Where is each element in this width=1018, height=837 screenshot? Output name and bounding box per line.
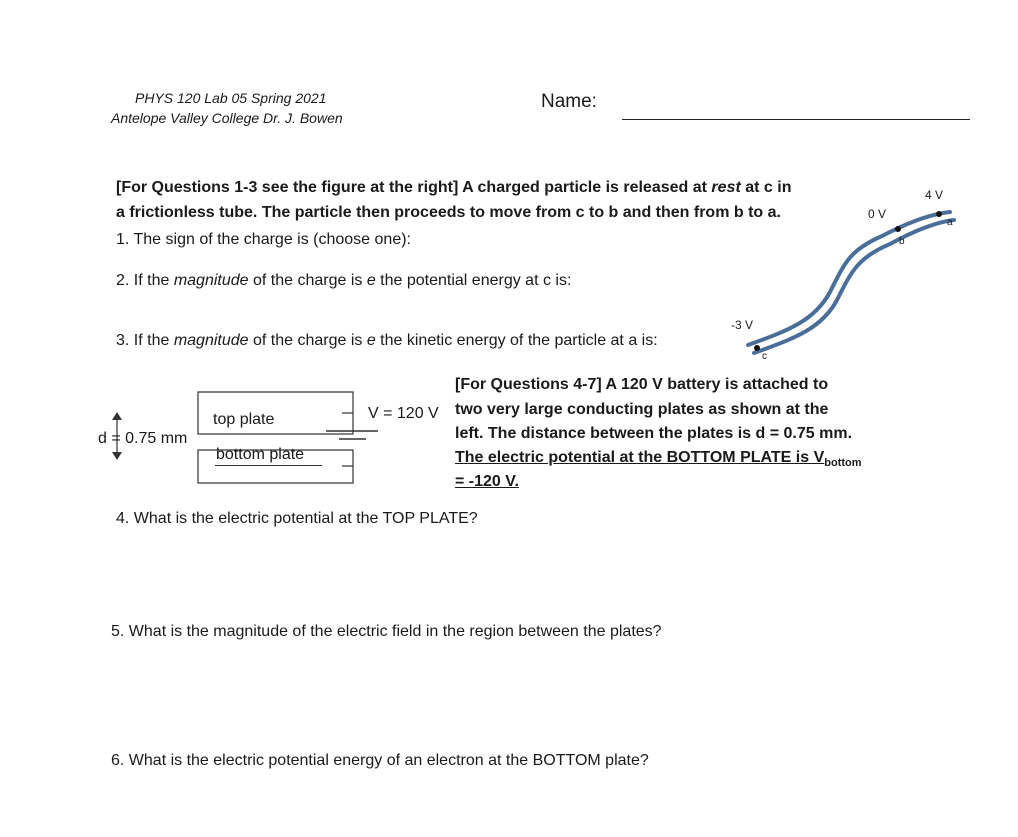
label-4v: 4 V	[925, 188, 944, 202]
point-a-dot	[936, 211, 942, 217]
battery-label: V = 120 V	[368, 405, 439, 422]
bottom-plate-label: bottom plate	[216, 446, 305, 463]
intro2-line3: left. The distance between the plates is d = 0.75 mm.	[455, 425, 853, 442]
point-b-label: b	[899, 236, 905, 247]
intro1-line2: a frictionless tube. The particle then proceeds to move from c to b and then from b to a.	[116, 204, 781, 221]
q3-pre: 3. If the	[116, 332, 174, 349]
bottom-plate-underline	[215, 465, 322, 466]
distance-arrow-down	[112, 452, 122, 460]
intro2-line2: two very large conducting plates as shown at the	[455, 401, 829, 418]
label-0v: 0 V	[868, 207, 887, 221]
college-line: Antelope Valley College Dr. J. Bowen	[111, 110, 343, 126]
q2-pre: 2. If the	[116, 272, 174, 289]
q3-em: magnitude	[173, 332, 249, 349]
distance-label: d = 0.75 mm	[98, 430, 188, 447]
q2-e: e	[366, 272, 376, 289]
point-a-label: a	[947, 217, 953, 228]
label-neg3v: -3 V	[731, 318, 754, 332]
top-plate-label: top plate	[213, 411, 275, 428]
q3-post: the kinetic energy of the particle at a is:	[375, 332, 658, 349]
question-4: 4. What is the electric potential at the TOP PLATE?	[116, 510, 478, 527]
course-line: PHYS 120 Lab 05 Spring 2021	[135, 90, 327, 106]
point-c-dot	[754, 345, 760, 351]
distance-arrow-up	[112, 412, 122, 420]
question-1: 1. The sign of the charge is (choose one):	[116, 231, 411, 248]
intro2-line4-pre: The electric potential at the BOTTOM PLATE is V	[455, 449, 825, 466]
intro1-line1-em: rest	[711, 179, 741, 196]
q2-mid: of the charge is	[248, 272, 367, 289]
point-b-dot	[895, 226, 901, 232]
intro2-line4-sub: bottom	[824, 457, 862, 470]
q3-e: e	[366, 332, 376, 349]
q3-mid: of the charge is	[248, 332, 367, 349]
intro1-line1-pre: [For Questions 1-3 see the figure at the right] A charged particle is released at	[116, 179, 712, 196]
point-c-label: c	[762, 351, 767, 362]
intro1-line1-post: at c in	[740, 179, 792, 196]
q2-post: the potential energy at c is:	[375, 272, 572, 289]
question-5: 5. What is the magnitude of the electric field in the region between the plates?	[111, 623, 662, 640]
question-6: 6. What is the electric potential energy of an electron at the BOTTOM plate?	[111, 752, 649, 769]
intro2-line5: = -120 V.	[455, 473, 519, 490]
intro2-line1: [For Questions 4-7] A 120 V battery is attached to	[455, 376, 829, 393]
name-label: Name:	[541, 91, 597, 112]
intro2-line4	[455, 449, 862, 469]
q2-em: magnitude	[173, 272, 249, 289]
